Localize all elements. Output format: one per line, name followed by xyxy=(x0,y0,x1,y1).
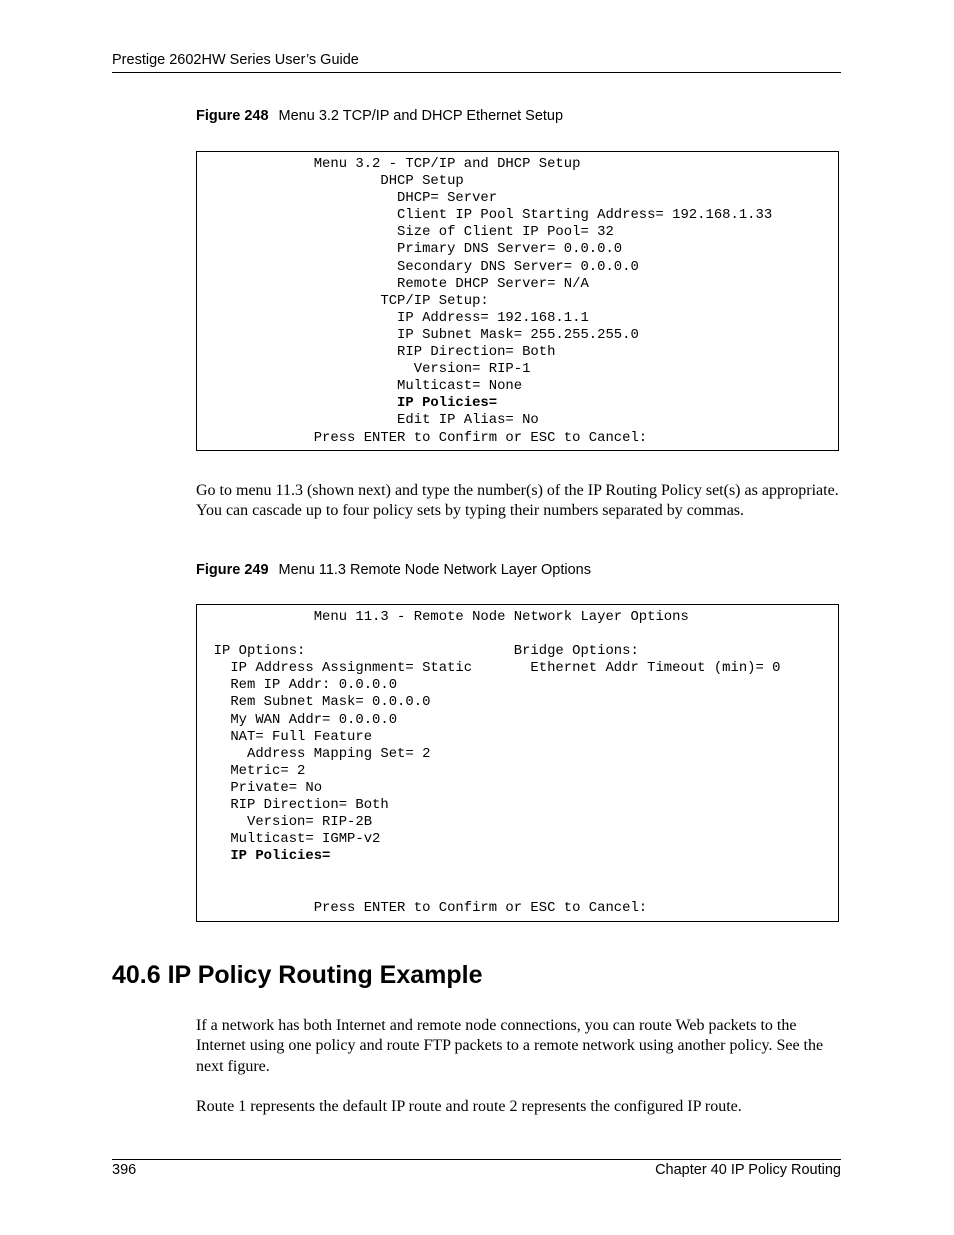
header-rule xyxy=(112,72,841,73)
code-line: Menu 11.3 - Remote Node Network Layer Options xyxy=(197,609,689,625)
code-line: Rem Subnet Mask= 0.0.0.0 xyxy=(197,694,431,711)
page-number: 396 xyxy=(112,1162,137,1178)
figure-248-screen xyxy=(196,151,839,451)
figure-249-caption xyxy=(196,562,591,578)
code-line: Address Mapping Set= 2 xyxy=(197,745,431,762)
paragraph-menu-instructions: Go to menu 11.3 (shown next) and type the number(s) of the IP Routing Policy set(s) as appropriate. You can cascade up to four policy sets by typing their numbers separated by commas. xyxy=(196,482,839,520)
chapter-title: Chapter 40 IP Policy Routing xyxy=(655,1162,841,1178)
code-line: Remote DHCP Server= N/A xyxy=(197,275,589,292)
code-line: Client IP Pool Starting Address= 192.168.1.33 xyxy=(197,207,773,224)
page-header-title: Prestige 2602HW Series User’s Guide xyxy=(112,52,359,68)
code-line: RIP Direction= Both xyxy=(197,344,556,361)
code-line: Multicast= IGMP-v2 xyxy=(197,831,381,848)
code-line: IP Policies= xyxy=(197,848,331,865)
code-line: IP Address= 192.168.1.1 xyxy=(197,309,589,326)
code-line: IP Options: Bridge Options: xyxy=(197,643,639,660)
code-line: Edit IP Alias= No xyxy=(197,412,539,429)
code-line: DHCP Setup xyxy=(197,173,464,190)
code-line: TCP/IP Setup: xyxy=(197,292,489,309)
code-line xyxy=(197,883,838,900)
figure-248-caption xyxy=(196,108,563,124)
code-line: Version= RIP-2B xyxy=(197,814,373,831)
figure-249-label: Figure 249 xyxy=(196,562,269,578)
code-line: RIP Direction= Both xyxy=(197,797,389,814)
figure-249-screen xyxy=(196,604,839,922)
code-line: My WAN Addr= 0.0.0.0 xyxy=(197,711,398,728)
code-line: NAT= Full Feature xyxy=(197,728,373,745)
code-line: IP Policies= xyxy=(197,395,498,412)
code-line: Rem IP Addr: 0.0.0.0 xyxy=(197,677,398,694)
paragraph-routing-example: If a network has both Internet and remote node connections, you can route Web packets to the Internet using one policy and route FTP packets to a remote network using another policy. See the next figure. xyxy=(196,1017,824,1075)
code-line: DHCP= Server xyxy=(197,190,498,207)
code-line: Version= RIP-1 xyxy=(197,361,531,378)
section-title: 40.6 IP Policy Routing Example xyxy=(112,961,483,989)
code-line: Menu 3.2 - TCP/IP and DHCP Setup xyxy=(197,156,581,172)
figure-249-caption-text: Menu 11.3 Remote Node Network Layer Options xyxy=(278,562,591,578)
code-line: IP Address Assignment= Static Ethernet Addr Timeout (min)= 0 xyxy=(197,660,781,677)
figure-248-caption-text: Menu 3.2 TCP/IP and DHCP Ethernet Setup xyxy=(278,108,564,124)
figure-248-label: Figure 248 xyxy=(196,108,269,124)
code-line: Private= No xyxy=(197,779,323,796)
code-line xyxy=(197,626,838,643)
code-line: Press ENTER to Confirm or ESC to Cancel: xyxy=(197,429,648,446)
code-line: Press ENTER to Confirm or ESC to Cancel: xyxy=(197,899,648,916)
code-line: Size of Client IP Pool= 32 xyxy=(197,224,614,241)
code-line xyxy=(197,865,838,882)
footer-rule xyxy=(112,1159,841,1160)
code-line: Multicast= None xyxy=(197,378,523,395)
code-line: IP Subnet Mask= 255.255.255.0 xyxy=(197,326,639,343)
code-line: Metric= 2 xyxy=(197,762,306,779)
code-line: Secondary DNS Server= 0.0.0.0 xyxy=(197,258,639,275)
code-line: Primary DNS Server= 0.0.0.0 xyxy=(197,241,623,258)
paragraph-routes: Route 1 represents the default IP route and route 2 represents the configured IP route. xyxy=(196,1098,742,1115)
